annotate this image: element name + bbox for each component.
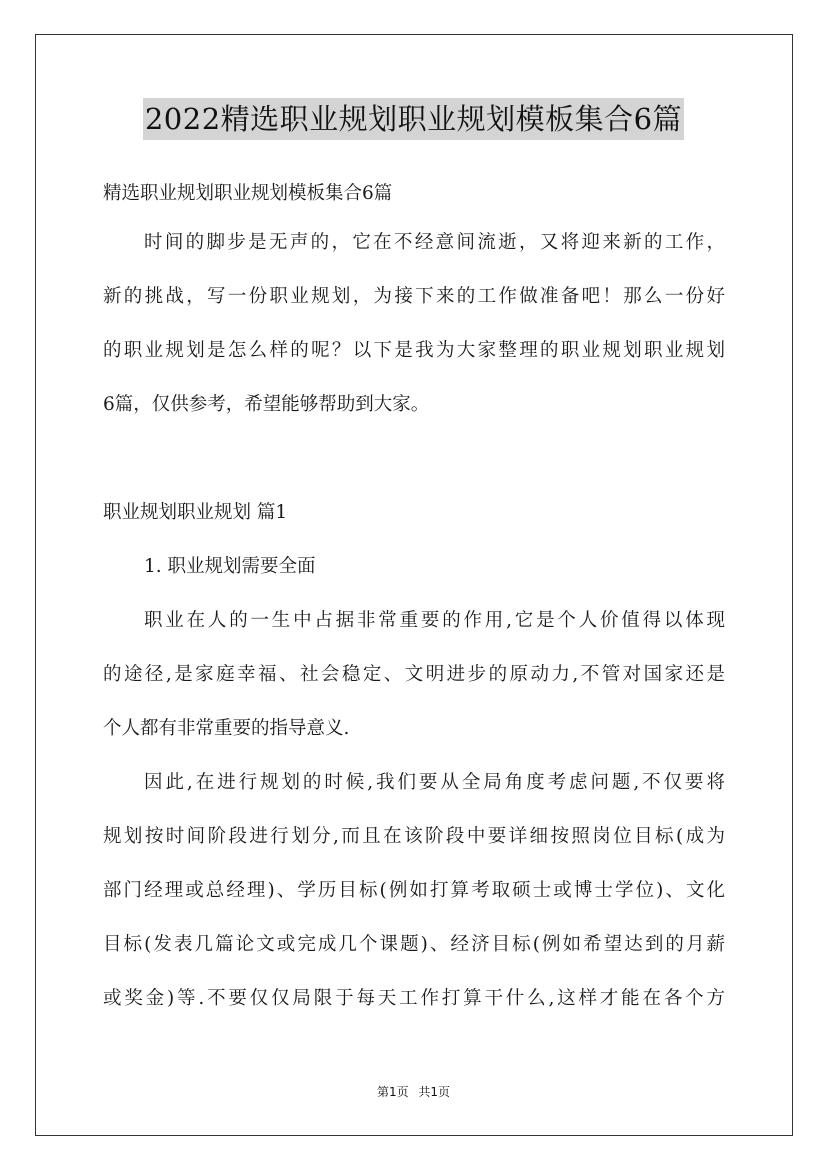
paragraph-line: 个人都有非常重要的指导意义. [103, 718, 350, 739]
paragraph-1 [103, 594, 725, 756]
paragraph-2 [103, 756, 725, 1026]
intro-line: 时间的脚步是无声的，它在不经意间流逝，又将迎来新的工作， [144, 232, 725, 253]
intro-line: 6篇，仅供参考，希望能够帮助到大家。 [103, 394, 430, 415]
paragraph-line: 部门经理或总经理)、学历目标(例如打算考取硕士或博士学位)、文化 [103, 880, 725, 901]
document-body [103, 172, 725, 1026]
paragraph-line: 目标(发表几篇论文或完成几个课题)、经济目标(例如希望达到的月薪 [103, 934, 725, 955]
paragraph-line: 或奖金)等.不要仅仅局限于每天工作打算干什么,这样才能在各个方 [103, 988, 725, 1009]
paragraph-gap [103, 432, 725, 486]
paragraph-line: 的途径,是家庭幸福、社会稳定、文明进步的原动力,不管对国家还是 [103, 664, 725, 685]
page-footer [0, 1083, 827, 1100]
document-subtitle: 精选职业规划职业规划模板集合6篇 [103, 183, 393, 204]
section-heading: 职业规划职业规划 篇1 [103, 502, 288, 523]
page-number: 第1页 [376, 1085, 409, 1099]
item-heading: 1. 职业规划需要全面 [144, 556, 316, 577]
paragraph-line: 规划按时间阶段进行划分,而且在该阶段中要详细按照岗位目标(成为 [103, 826, 725, 847]
title-container [0, 98, 827, 140]
page-total: 共1页 [418, 1085, 451, 1099]
document-title: 2022精选职业规划职业规划模板集合6篇 [143, 98, 684, 140]
intro-line: 的职业规划是怎么样的呢？以下是我为大家整理的职业规划职业规划 [103, 340, 725, 361]
intro-paragraph [103, 216, 725, 432]
paragraph-line: 因此,在进行规划的时候,我们要从全局角度考虑问题,不仅要将 [144, 772, 725, 793]
intro-line: 新的挑战，写一份职业规划，为接下来的工作做准备吧！那么一份好 [103, 286, 725, 307]
paragraph-line: 职业在人的一生中占据非常重要的作用,它是个人价值得以体现 [144, 610, 725, 631]
